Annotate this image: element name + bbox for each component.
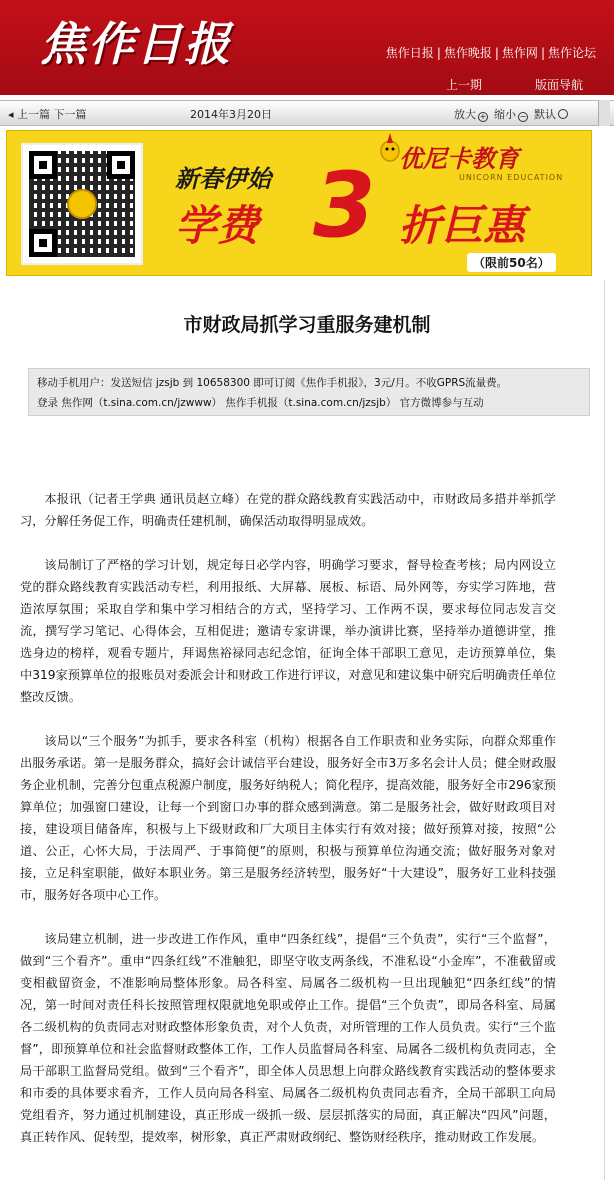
article-body [20, 488, 556, 1170]
qr-code-image [21, 143, 143, 265]
ad-slogan-line1: 新春伊始 [175, 165, 271, 193]
subscription-line1: 移动手机用户：发送短信 jzsjb 到 10658300 即可订阅《焦作手机报》，3元/月。不收GPRS流量费。 [37, 377, 508, 389]
link-jiaozuo-net[interactable]: 焦作网 [501, 46, 538, 60]
link-separator: | [540, 46, 545, 60]
zoom-controls [454, 106, 574, 122]
link-jiaozuo-forum[interactable]: 焦作论坛 [547, 46, 596, 60]
ad-brand-english: UNICORN EDUCATION [459, 173, 564, 182]
default-zoom-icon[interactable] [558, 109, 568, 119]
next-article-link[interactable]: 下一篇 [53, 108, 87, 121]
page-nav-link[interactable]: 版面导航 [535, 78, 584, 92]
ad-brand-name: 优尼卡教育 [399, 145, 519, 173]
ad-slogan-discount: 折巨惠 [399, 201, 526, 250]
advertisement-banner[interactable] [6, 130, 592, 276]
issue-date: 2014年3月20日 [190, 108, 272, 121]
article-paragraph: 本报讯（记者王学典 通讯员赵立峰）在党的群众路线教育实践活动中，市财政局多措并举抓学习，分解任务促工作，明确责任建机制，确保活动取得明显成效。 [20, 492, 556, 528]
prev-issue-link[interactable]: 上一期 [446, 78, 483, 92]
issue-nav-row [0, 72, 614, 95]
zoom-out-icon[interactable]: − [519, 112, 527, 121]
link-jiaozuo-daily[interactable]: 焦作日报 [385, 46, 434, 60]
left-arrow-icon: ◂ [8, 108, 14, 121]
article-toolbar [0, 100, 614, 126]
article-nav [8, 106, 87, 122]
zoom-in-icon[interactable]: + [479, 112, 487, 121]
ad-limit-badge: （限前50名） [467, 253, 556, 272]
mascot-icon [67, 189, 97, 219]
newspaper-logo[interactable]: 焦作日报 [40, 17, 232, 71]
masthead [0, 0, 614, 95]
link-separator: | [436, 46, 441, 60]
article-paragraph: 该局制订了严格的学习计划，规定每日必学内容，明确学习要求，督导检查考核；局内网设立党的群众路线教育实践活动专栏，利用报纸、大屏幕、展板、标语、局外网等，夯实学习阵地，营造浓厚氛围；采取自学和集中学习相结合的方式，坚持学习、工作两不误，要求每位同志发言交流，撰写学习笔记、心得体会，互相促进；邀请专家讲课，举办演讲比赛，坚持举办道德讲堂，推选身边的榜样，观看专题片，拜谒焦裕禄同志纪念馆，征询全体干部职工意见，走访预算单位，集中319家预算单位的报账员对委派会计和财政工作进行评议，对意见和建议集中研究后明确责任单位整改反馈。 [20, 558, 556, 704]
article-paragraph: 该局以“三个服务”为抓手，要求各科室（机构）根据各自工作职责和业务实际，向群众郑重作出服务承诺。第一是服务群众，搞好会计诚信平台建设，服务好全市3万多名会计人员；健全财政服务企业机制，完善分包重点税源户制度，服务好纳税人；简化程序，提高效能，服务好全市296家预算单位；加强窗口建设，让每一个到窗口办事的群众感到满意。第二是服务社会，做好财政项目对接，建设项目储备库，积极与上下级财政和厂大项目主体实行有效对接；做好预算对接，按照“公道、公正，心怀大局，于法周严、于事简便”的原则，积极与预算单位沟通交流；做好服务对象对接，立足科室职能，做好本职业务。第三是服务经济转型，服务好“十大建设”，服务好工业科技强市，服务好各项中心工作。 [20, 734, 556, 902]
article-paragraph: 该局建立机制，进一步改进工作作风，重申“四条红线”，提倡“三个负责”，实行“三个监督”，做到“三个看齐”。重申“四条红线”不准触犯，即坚守收支两条线，不准私设“小金库”，不准截留或变相截留资金，不准影响局整体形象。局各科室、局属各二级机构一旦出现触犯“四条红线”的情况，第一时间对责任科长按照管理权限就地免职或停止工作。提倡“三个负责”，即局各科室、局属各二级机构的负责同志对财政整体形象负责，对个人负责，对所管理的工作人员负责。实行“三个监督”，即预算单位和社会监督财政整体工作，工作人员监督局各科室、局属各二级机构负责同志，全局干部职工监督局党组。做到“三个看齐”，即全体人员思想上向群众路线教育实践活动的整体要求和市委的具体要求看齐，工作人员向局各科室、局属各二级机构负责同志看齐，全局干部职工向局党组看齐，努力通过机制建设，真正形成一级抓一级、层层抓落实的局面，真正解决“四风”问题，真正转作风、促转型，提效率，树形象，真正严肃财政纲纪、整饬财经秩序，推动财政工作发展。 [20, 932, 556, 1144]
site-links [386, 44, 596, 61]
link-separator: | [494, 46, 499, 60]
ad-slogan-tuition: 学费 [175, 201, 260, 250]
subscription-line2[interactable]: 登录 焦作网（t.sina.com.cn/jzwww） 焦作手机报（t.sina.com.cn/jzsjb） 官方微博参与互动 [37, 397, 484, 409]
zoom-out-label[interactable]: 缩小 [494, 108, 516, 121]
prev-article-link[interactable]: 上一篇 [17, 108, 51, 121]
toolbar-scroll-handle[interactable] [598, 100, 610, 126]
subscription-notice [28, 368, 590, 416]
qr-finder [29, 229, 57, 257]
qr-finder [29, 151, 57, 179]
ad-discount-number: 3 [313, 153, 376, 258]
qr-finder [107, 151, 135, 179]
link-jiaozuo-evening[interactable]: 焦作晚报 [443, 46, 492, 60]
default-zoom-label[interactable]: 默认 [534, 108, 556, 121]
article-title: 市财政局抓学习重服务建机制 [183, 314, 431, 336]
unicorn-mascot-icon [379, 133, 401, 163]
zoom-in-label[interactable]: 放大 [454, 108, 476, 121]
content-divider [604, 280, 605, 1180]
